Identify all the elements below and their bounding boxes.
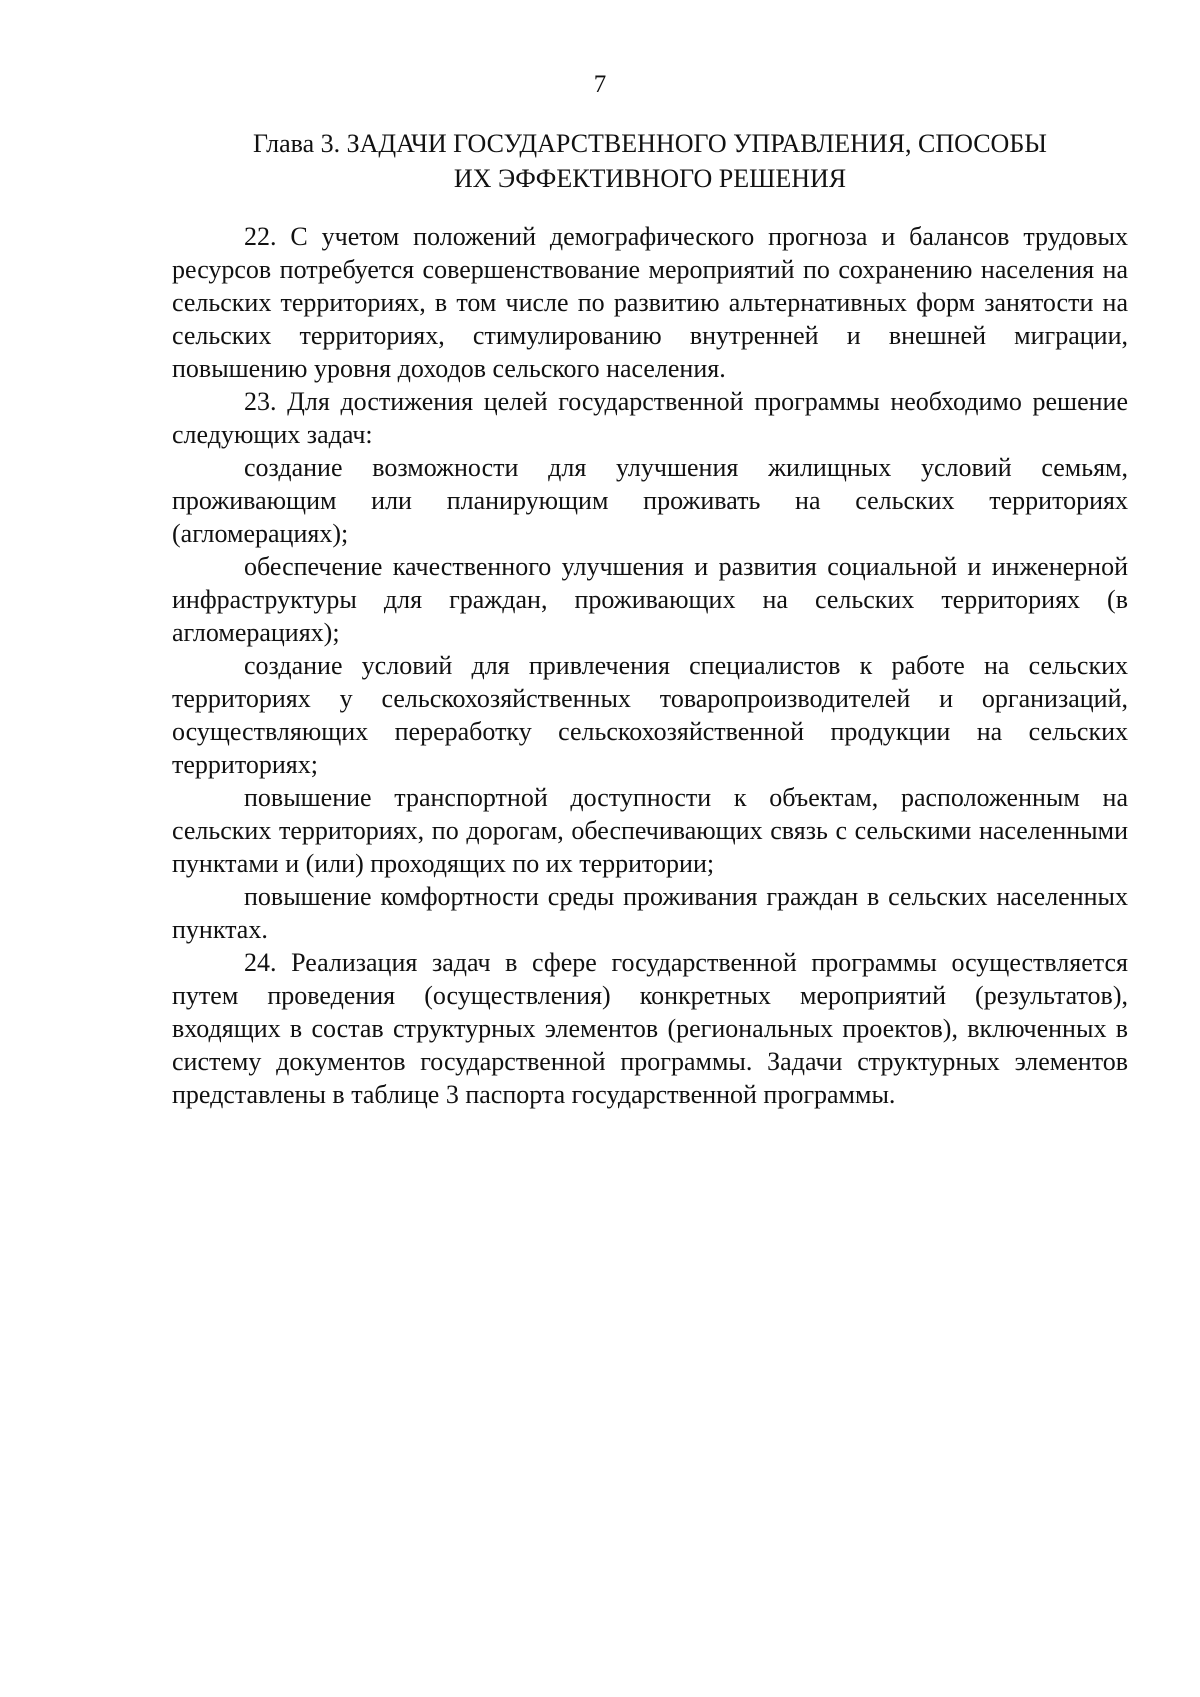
task-item-infrastructure: обеспечение качественного улучшения и развития социальной и инженерной инфраструктуры для граждан, проживающих на сельских территориях (в агломерациях); [172,552,1128,647]
task-item-specialists: создание условий для привлечения специалистов к работе на сельских территориях у сельскохозяйственных товаропроизводителей и организаций, осуществляющих переработку сельскохозяйственной продукции на сельских территориях; [172,651,1128,779]
chapter-title-line-1: Глава 3. ЗАДАЧИ ГОСУДАРСТВЕННОГО УПРАВЛЕНИЯ, СПОСОБЫ [253,129,1047,158]
task-item-transport: повышение транспортной доступности к объектам, расположенным на сельских территориях, по дорогам, обеспечивающих связь с сельскими населенными пунктами и (или) проходящих по их территории; [172,783,1128,878]
body-text [172,220,1128,1111]
page-number: 7 [593,71,607,98]
paragraph-22: 22. С учетом положений демографического прогноза и балансов трудовых ресурсов потребуется совершенствование мероприятий по сохранению населения на сельских территориях, в том числе по развитию альтернативных форм занятости на сельских территориях, стимулированию внутренней и внешней миграции, повышению уровня доходов сельского населения. [172,222,1128,383]
task-item-comfort: повышение комфортности среды проживания граждан в сельских населенных пунктах. [172,882,1128,944]
paragraph-24: 24. Реализация задач в сфере государственной программы осуществляется путем проведения (осуществления) конкретных мероприятий (результатов), входящих в состав структурных элементов (региональных проектов), включенных в систему документов государственной программы. Задачи структурных элементов представлены в таблице 3 паспорта государственной программы. [172,948,1128,1109]
chapter-title-line-2: ИХ ЭФФЕКТИВНОГО РЕШЕНИЯ [453,164,847,193]
paragraph-23: 23. Для достижения целей государственной программы необходимо решение следующих задач: [172,387,1128,449]
task-item-housing: создание возможности для улучшения жилищных условий семьям, проживающим или планирующим проживать на сельских территориях (агломерациях); [172,453,1128,548]
chapter-title [172,126,1128,196]
